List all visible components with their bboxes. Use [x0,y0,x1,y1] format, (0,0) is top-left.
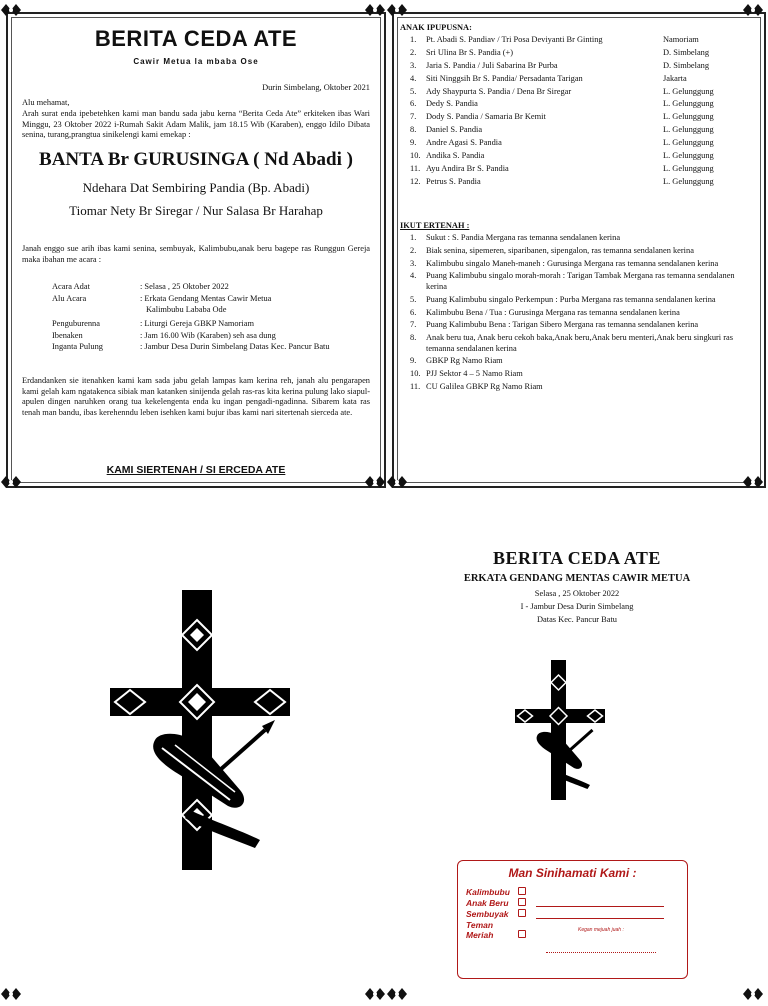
item-number: 10. [410,369,421,379]
list-item [410,151,755,164]
event-row [52,319,372,331]
list-item [410,99,755,112]
list-item [410,125,755,138]
notify-list [410,233,750,395]
list-item [410,320,750,331]
notify-text: Kalimbubu Bena / Tua : Gurusinga Mergana ras temanna sendalanen kerina [426,307,680,317]
child-place: Jakarta [663,73,687,83]
left-subtitle: Cawir Metua la mbaba Ose [133,57,259,66]
notify-text: Puang Kalimbubu Bena : Tarigan Sibero Mergana ras temanna sendalanen kerina [426,320,699,330]
event-label: Ibenaken [52,330,83,340]
event-row [52,305,372,319]
cross-emblem-large [90,580,310,880]
intro-paragraph: Arah surat enda ipebetehken kami man bandu sada jabu kerna “Berita Ceda Ate” erkiteken ibas Wari Minggu, 23 Oktober 2022 i-Rumah Sakit Adam Malik, jam 18.15 Wib (Karaben), enggo Idilo Dibata senina, turang,prangtua sinikelengi kami emekap : [22,109,370,140]
cover-subtitle: ERKATA GENDANG MENTAS CAWIR METUA [463,573,691,584]
list-item [410,233,750,244]
child-name: Petrus S. Pandia [426,176,481,186]
child-name: Pt. Abadi S. Pandiav / Tri Posa Deviyanti Br Ginting [426,35,603,44]
slip-option[interactable] [466,898,526,908]
child-name: Andre Agasi S. Pandia [426,138,502,148]
item-number: 9. [410,356,417,366]
event-label: Acara Adat [52,282,90,291]
list-item [410,35,755,48]
list-item [410,177,755,190]
item-number: 11. [410,163,421,173]
item-number: 7. [410,320,417,330]
list-item [410,259,750,270]
list-item [410,138,755,151]
children-heading: ANAK IPUPUSNA: [400,23,472,32]
list-item [410,308,750,319]
checkbox[interactable] [518,898,526,906]
child-name: Andika S. Pandia [426,151,485,161]
list-item [410,295,750,306]
item-number: 1. [410,35,417,44]
cover-venue-2: Datas Kec. Pancur Batu [536,615,617,624]
item-number: 3. [410,60,417,70]
closing-paragraph: Erdandanken sie itenahken kami kam sada jabu gelah lampas kam kerina reh, janah alu pengarapen kami gelah kam ngatakenca sibiak man katanken sinijenda gelah ras-ras kita kerina pulung lako siapul-apulen dingen naruhken orang tua kekelengenta enda ku ingan pengadi-ngadinna. Sibarem kata ras tenah man bandu, ibas kerehenndu leben isehken kami bujur ibas kami nari sitertenah sierceda ate. [22,376,370,417]
notify-text: Puang Kalimbubu singalo morah-morah : Tarigan Tambak Mergana ras temanna sendalanen kerina [426,271,735,291]
event-schedule [52,282,372,354]
cross-emblem-small [505,655,615,805]
ornament-icon [364,474,386,490]
child-name: Daniel S. Pandia [426,125,483,135]
item-number: 8. [410,333,417,343]
ornament-icon [742,986,764,1002]
list-item [410,112,755,125]
list-item [410,271,750,292]
list-item [410,61,755,74]
ornament-icon [742,2,764,18]
event-value: : Selasa , 25 Oktober 2022 [140,282,229,291]
event-row [52,294,372,306]
spouse-line-2: Tiomar Nety Br Siregar / Nur Salasa Br Harahap [69,203,323,218]
item-number: 5. [410,86,417,96]
event-label: Inganta Pulung [52,342,103,351]
child-name: Jaria S. Pandia / Juli Sabarina Br Purba [426,60,558,70]
child-place: Namoriam [663,35,699,44]
child-name: Dedy S. Pandia [426,99,478,109]
ornament-icon [742,474,764,490]
list-item [410,48,755,61]
notify-text: Biak senina, sipemeren, siparibanen, sipengalon, ras temanna sendalanen kerina [426,245,694,255]
child-name: Dody S. Pandia / Samaria Br Kemit [426,112,546,122]
place-date: Durin Simbelang, Oktober 2021 [262,83,370,92]
item-number: 6. [410,307,417,317]
cover-title: BERITA CEDA ATE [493,548,661,568]
rsvp-slip [457,860,688,979]
list-item [410,333,750,354]
invitation-paragraph: Janah enggo sue arih ibas kami senina, sembuyak, Kalimbubu,anak beru bagepe ras Runggun Gereja maka ibahan me acara : [22,244,370,264]
list-item [410,369,750,380]
item-number: 1. [410,233,417,242]
notify-text: CU Galilea GBKP Rg Namo Riam [426,382,543,391]
greeting: Alu mehamat, [22,98,70,107]
name-line[interactable] [536,906,664,907]
signature-line[interactable] [546,952,656,953]
list-item [410,246,750,257]
option-label: Kalimbubu [466,887,510,897]
notify-text: Kalimbubu singalo Maneh-maneh : Gurusinga Mergana ras temanna sendalanen kerina [426,258,719,268]
event-value: Kalimbubu Lababa Ode [146,305,227,314]
notify-text: PJJ Sektor 4 – 5 Namo Riam [426,369,523,379]
item-number: 4. [410,73,417,83]
list-item [410,382,750,393]
signature: KAMI SIERTENAH / SI ERCEDA ATE [106,464,286,476]
event-row [52,331,372,343]
child-place: L. Gelunggung [663,163,714,173]
spouse-line-1: Ndehara Dat Sembiring Pandia (Bp. Abadi) [82,180,310,195]
child-place: L. Gelunggung [663,99,714,109]
cover-date: Selasa , 25 Oktober 2022 [534,589,620,598]
event-row [52,282,372,294]
event-label: Penguburenna [52,319,100,328]
name-line[interactable] [536,918,664,919]
child-name: Siti Ninggsih Br S. Pandia/ Persadanta Tarigan [426,73,583,83]
child-place: L. Gelunggung [663,151,714,161]
item-number: 6. [410,99,417,109]
list-item [410,164,755,177]
item-number: 2. [410,245,417,255]
child-place: D. Simbelang [663,47,710,57]
event-row [52,342,372,354]
notify-text: GBKP Rg Namo Riam [426,356,503,366]
ornament-icon [386,2,408,18]
event-label: Alu Acara [52,293,87,303]
child-place: L. Gelunggung [663,138,714,148]
event-value: : Liturgi Gereja GBKP Namoriam [140,319,254,328]
child-place: L. Gelunggung [663,112,714,122]
item-number: 4. [410,271,417,281]
checkbox[interactable] [518,930,526,938]
child-place: L. Gelunggung [663,86,714,96]
ornament-icon [364,2,386,18]
list-item [410,87,755,100]
ornament-icon [0,986,22,1002]
event-label [52,305,146,319]
notify-text: Sukut : S. Pandia Mergana ras temanna sendalanen kerina [426,233,621,242]
option-label: Sembuyak [466,909,509,919]
item-number: 12. [410,176,421,186]
event-value: : Jam 16.00 Wib (Karaben) seh asa dung [140,330,276,340]
ornament-icon [386,474,408,490]
event-value: : Jambur Desa Durin Simbelang Datas Kec. Pancur Batu [140,342,330,351]
slip-option[interactable] [466,909,526,919]
event-value: : Erkata Gendang Mentas Cawir Metua [140,293,272,303]
notify-text: Puang Kalimbubu singalo Perkempun : Purba Mergana ras temanna sendalanen kerina [426,294,716,304]
deceased-name: BANTA Br GURUSINGA ( Nd Abadi ) [39,149,353,170]
slip-option[interactable] [466,920,526,940]
notify-text: Anak beru tua, Anak beru cekoh baka,Anak beru,Anak beru menteri,Anak beru singkuri ras temanna sendalanen kerina [426,333,733,353]
ornament-icon [364,986,386,1002]
child-name: Sri Ulina Br S. Pandia (+) [426,47,514,57]
children-list [410,35,755,190]
slip-option[interactable] [466,887,526,897]
slip-title: Man Sinihamati Kami : [508,866,637,880]
child-place: L. Gelunggung [663,176,714,186]
child-place: D. Simbelang [663,60,710,70]
item-number: 5. [410,294,417,304]
cover-venue-1: I - Jambur Desa Durin Simbelang [520,602,634,611]
option-label: Teman Meriah [466,920,494,940]
child-name: Ayu Andira Br S. Pandia [426,163,509,173]
list-item [410,74,755,87]
item-number: 10. [410,151,421,161]
item-number: 7. [410,112,417,122]
item-number: 2. [410,47,417,57]
ornament-icon [386,986,408,1002]
ornament-icon [0,474,22,490]
item-number: 9. [410,138,417,148]
item-number: 11. [410,382,421,391]
item-number: 3. [410,258,417,268]
list-item [410,356,750,367]
option-label: Anak Beru [466,898,509,908]
ornament-icon [0,2,22,18]
item-number: 8. [410,125,417,135]
left-title: BERITA CEDA ATE [94,26,298,51]
child-name: Ady Shaypurta S. Pandia / Dena Br Siregar [426,86,572,96]
notify-heading: IKUT ERTENAH : [400,221,470,230]
checkbox[interactable] [518,887,526,895]
child-place: L. Gelunggung [663,125,714,135]
checkbox[interactable] [518,909,526,917]
slip-note: Kegan mejuah juah : [578,927,624,933]
